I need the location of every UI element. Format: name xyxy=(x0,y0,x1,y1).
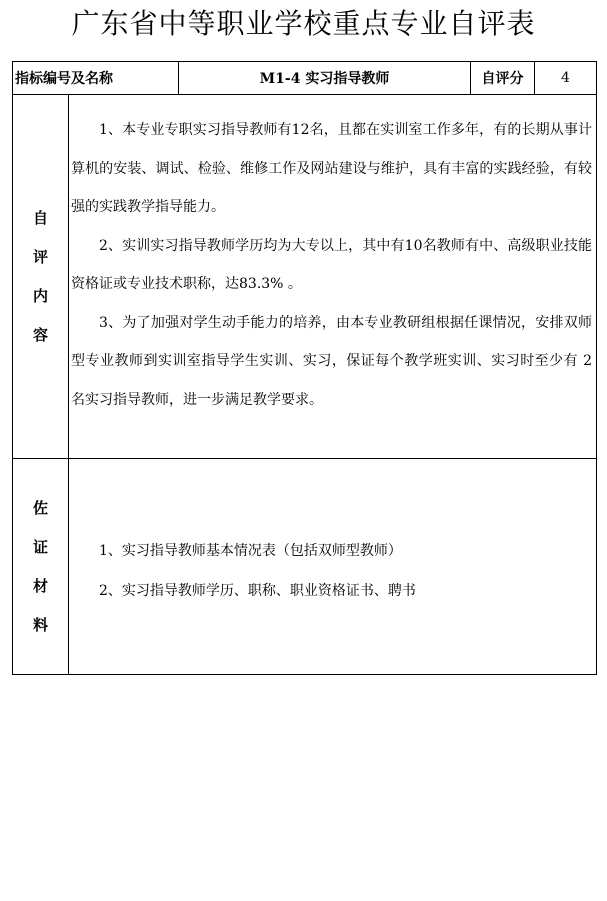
evidence-row xyxy=(13,459,597,675)
label-char: 容 xyxy=(32,325,48,344)
score-value: 4 xyxy=(535,62,597,95)
label-char: 自 xyxy=(32,208,48,227)
evidence-label xyxy=(13,459,69,675)
evidence-item: 2、实习指导教师学历、职称、职业资格证书、聘书 xyxy=(99,583,416,599)
label-char: 佐 xyxy=(32,498,48,517)
self-evaluation-row xyxy=(13,95,597,459)
self-evaluation-content xyxy=(69,95,597,459)
page-title: 广东省中等职业学校重点专业自评表 xyxy=(71,7,536,40)
evidence-item: 1、实习指导教师基本情况表（包括双师型教师） xyxy=(99,543,402,559)
label-char: 证 xyxy=(32,537,48,556)
header-row xyxy=(13,62,597,95)
label-char: 内 xyxy=(32,286,48,305)
self-evaluation-label xyxy=(13,95,69,459)
label-char: 评 xyxy=(32,247,48,266)
evaluation-paragraph: 3、为了加强对学生动手能力的培养，由本专业教研组根据任课情况，安排双师型专业教师到实训室指导学生实训、实习，保证每个教学班实训、实习时至少有 2 名实习指导教师，进一步满足教学要求。 xyxy=(71,314,592,408)
indicator-label: 指标编号及名称 xyxy=(13,62,179,95)
label-char: 材 xyxy=(32,576,48,595)
label-char: 料 xyxy=(32,615,48,634)
evaluation-paragraph: 2、实训实习指导教师学历均为大专以上，其中有10名教师有中、高级职业技能资格证或专业技术职称，达83.3% 。 xyxy=(71,237,592,292)
evaluation-paragraph: 1、本专业专职实习指导教师有12名，且都在实训室工作多年，有的长期从事计算机的安装、调试、检验、维修工作及网站建设与维护，具有丰富的实践经验，有较强的实践教学指导能力。 xyxy=(71,122,592,215)
score-label: 自评分 xyxy=(471,62,535,95)
indicator-name: M1-4 实习指导教师 xyxy=(179,62,471,95)
evidence-content xyxy=(69,459,597,675)
self-evaluation-form xyxy=(12,61,597,675)
